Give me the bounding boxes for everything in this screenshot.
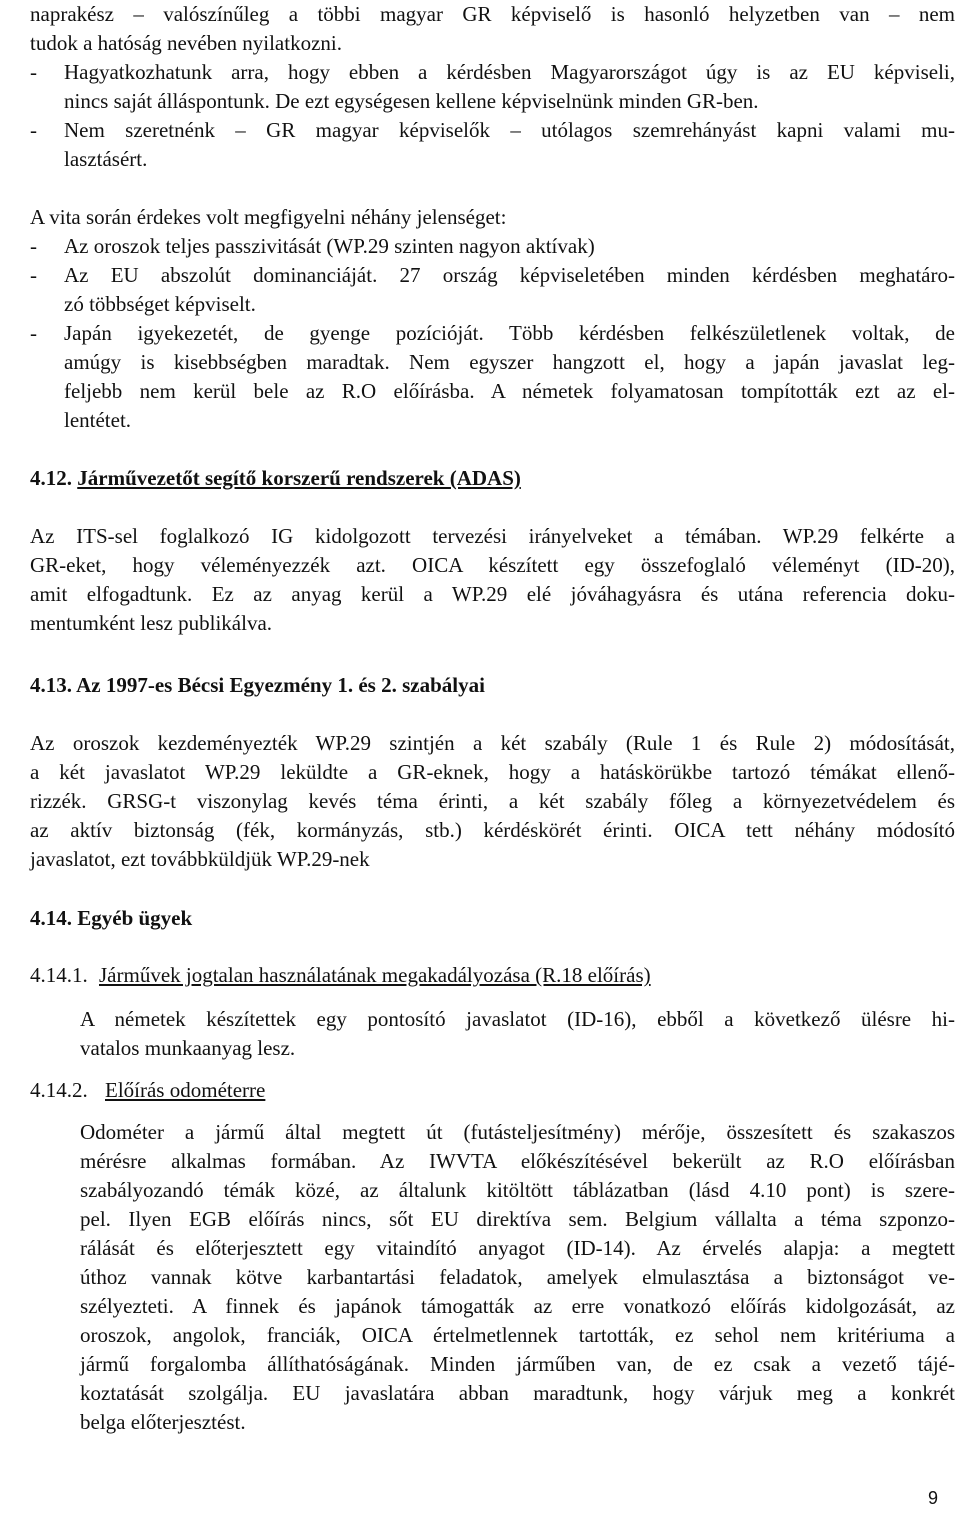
- section-title: Járművezetőt segítő korszerű rendszerek (ADAS): [77, 466, 521, 490]
- text-line: Odométer a jármű által megtett út (futásteljesítmény) mérője, összesített és szakaszos: [80, 1120, 955, 1144]
- section-heading-4-12: [30, 464, 521, 493]
- section-heading-4-13: [30, 671, 485, 700]
- text-line: Hagyatkozhatunk arra, hogy ebben a kérdésben Magyarországot úgy is az EU képviseli,: [64, 60, 955, 84]
- text-line: Nem szeretnénk – GR magyar képviselők – utólagos szemrehányást kapni valami mu-: [64, 118, 955, 142]
- text-line: úthoz vannak kötve karbantartási feladatok, amelyek elmulasztása a biztonságot ve-: [80, 1265, 955, 1289]
- text-line: Az oroszok teljes passzivitását (WP.29 szinten nagyon aktívak): [64, 234, 595, 258]
- text-line: a két javaslatot WP.29 leküldte a GR-eknek, hogy a hatáskörükbe tartozó témákat ellenő-: [30, 760, 955, 784]
- subsection-title: Járművek jogtalan használatának megakadályozása (R.18 előírás): [99, 963, 651, 987]
- subsection-heading-4-14-1: [30, 961, 651, 990]
- section-title: Egyéb ügyek: [77, 906, 193, 930]
- page-number: 9: [927, 1488, 938, 1508]
- text-line: rálását és előterjesztett egy vitaindító anyagot (ID-14). Az érvelés alapja: a megtett: [80, 1236, 955, 1260]
- text-line: GR-eket, hogy véleményezzék azt. OICA készített egy összefoglaló véleményt (ID-20),: [30, 553, 955, 577]
- text-line: A vita során érdekes volt megfigyelni néhány jelenséget:: [30, 205, 507, 229]
- list-item: [30, 58, 955, 116]
- dash-bullet: -: [30, 234, 37, 258]
- text-line: szabályozandó témák közé, az általunk kitöltött táblázatban (lásd 4.10 pont) is szere-: [80, 1178, 955, 1202]
- text-line: mentumként lesz publikálva.: [30, 611, 273, 635]
- text-line: oroszok, angolok, franciák, OICA értelmetlennek tartották, ez sehol nem kritériuma a: [80, 1323, 955, 1347]
- dash-list: [30, 58, 955, 174]
- dash-bullet: -: [30, 321, 37, 345]
- dash-bullet: -: [30, 263, 37, 287]
- text-line: feljebb nem kerül bele az R.O előírásba. A németek folyamatosan tompították ezt az el-: [64, 379, 955, 403]
- section-title: Az 1997-es Bécsi Egyezmény 1. és 2. szabályai: [76, 673, 485, 697]
- subsection-4-14-1-paragraph: [80, 1005, 955, 1063]
- list-item: [30, 232, 955, 261]
- text-line: pel. Ilyen EGB előírás nincs, sőt EU direktíva sem. Belgium vállalta a téma szponzo-: [80, 1207, 955, 1231]
- list-item: [30, 319, 955, 435]
- text-line: amit elfogadtunk. Ez az anyag kerül a WP.29 elé jóváhagyásra és utána referencia doku-: [30, 582, 955, 606]
- text-line: nincs saját álláspontunk. De ezt egységesen kellene képviselnünk minden GR-ben.: [64, 89, 759, 113]
- text-line: A németek készítettek egy pontosító javaslatot (ID-16), ebből a következő ülésre hi-: [80, 1007, 955, 1031]
- text-line: tudok a hatóság nevében nyilatkozni.: [30, 31, 342, 55]
- subsection-heading-4-14-2: [30, 1076, 265, 1105]
- text-line: koztatását szolgálja. EU javaslatára abban maradtunk, hogy várjuk meg a konkrét: [80, 1381, 955, 1405]
- text-line: Az oroszok kezdeményezték WP.29 szintjén a két szabály (Rule 1 és Rule 2) módosítását,: [30, 731, 955, 755]
- text-line: vatalos munkaanyag lesz.: [80, 1036, 296, 1060]
- text-line: jármű forgalomba állíthatóságának. Minden járműben van, de ez csak a vezető tájé-: [80, 1352, 955, 1376]
- list-item: [30, 116, 955, 174]
- text-line: szélyezteti. A finnek és japánok támogatták az erre vonatkozó előírás kidolgozását, az: [80, 1294, 955, 1318]
- text-line: Az EU abszolút dominanciáját. 27 ország képviseletében minden kérdésben meghatáro-: [64, 263, 955, 287]
- section-number: 4.12.: [30, 466, 72, 490]
- subsection-title: Előírás odométerre: [105, 1078, 266, 1102]
- dash-bullet: -: [30, 118, 37, 142]
- section-4-12-paragraph: [30, 522, 955, 638]
- section-4-13-paragraph: [30, 729, 955, 874]
- text-line: rizzék. GRSG-t viszonylag kevés téma érinti, a két szabály főleg a környezetvédelem és: [30, 789, 955, 813]
- subsection-number: 4.14.1.: [30, 963, 88, 987]
- text-line: mérésre alkalmas formában. Az IWVTA előkészítésével bekerült az R.O előírásban: [80, 1149, 955, 1173]
- subsection-number: 4.14.2.: [30, 1078, 88, 1102]
- list-item: [30, 261, 955, 319]
- section-number: 4.14.: [30, 906, 72, 930]
- text-line: lasztásért.: [64, 147, 148, 171]
- intro-paragraph: [30, 0, 955, 58]
- section-heading-4-14: [30, 904, 192, 933]
- text-line: az aktív biztonság (fék, kormányzás, stb.) kérdéskörét érinti. OICA tett néhány módosító: [30, 818, 955, 842]
- text-line: belga előterjesztést.: [80, 1410, 246, 1434]
- vita-paragraph: [30, 203, 955, 435]
- section-number: 4.13.: [30, 673, 72, 697]
- dash-bullet: -: [30, 60, 37, 84]
- text-line: lentétet.: [64, 408, 132, 432]
- text-line: javaslatot, ezt továbbküldjük WP.29-nek: [30, 847, 370, 871]
- text-line: naprakész – valószínűleg a többi magyar GR képviselő is hasonló helyzetben van – nem: [30, 2, 955, 26]
- text-line: amúgy is kisebbségben maradtak. Nem egyszer hangzott el, hogy a japán javaslat leg-: [64, 350, 955, 374]
- subsection-4-14-2-paragraph: [80, 1118, 955, 1437]
- text-line: zó többséget képviselt.: [64, 292, 256, 316]
- text-line: Japán igyekezetét, de gyenge pozícióját. Több kérdésben felkészületlenek voltak, de: [64, 321, 955, 345]
- text-line: Az ITS-sel foglalkozó IG kidolgozott tervezési irányelveket a témában. WP.29 felkérte a: [30, 524, 955, 548]
